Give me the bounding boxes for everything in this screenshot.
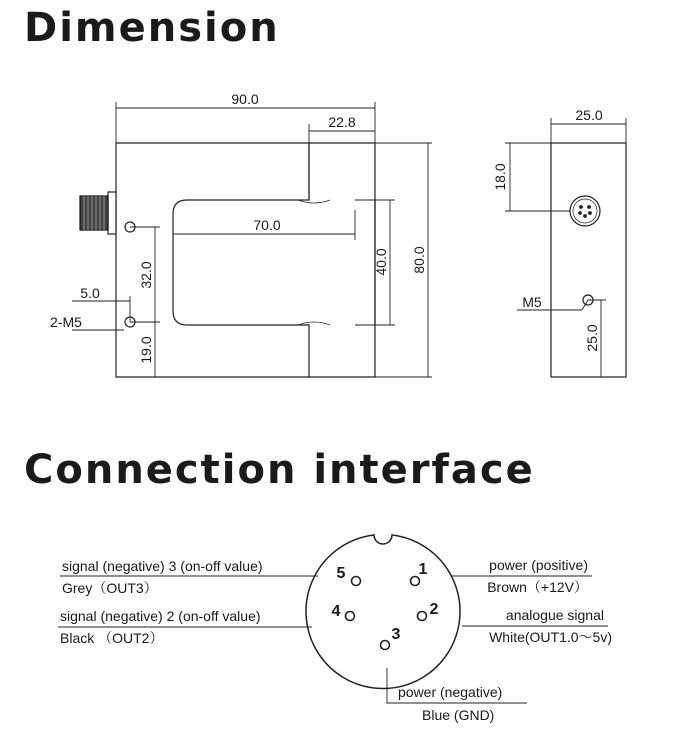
pin-4-number: 4	[331, 603, 341, 620]
dim-hole-offset: 5.0	[80, 285, 100, 301]
pin-1-wire: Brown（+12V）	[487, 579, 588, 595]
label-holes: 2-M5	[50, 314, 82, 330]
pin-2-description: analogue signal	[505, 607, 604, 623]
pin-3-description: power (negative)	[398, 684, 503, 700]
pin-3-socket	[381, 641, 390, 650]
pin-2-socket	[418, 612, 427, 621]
pin-1-description: power (positive)	[489, 557, 588, 573]
pin-2-wire: White(OUT1.0～5v)	[489, 629, 612, 645]
dimension-heading: Dimension	[24, 5, 280, 51]
pin-5-description: signal (negative) 3 (on-off value)	[62, 558, 263, 574]
dim-overall-width: 90.0	[231, 91, 259, 107]
dim-side-hole-height: 25.0	[584, 324, 600, 352]
dim-hole-spacing: 32.0	[138, 261, 154, 289]
pin-5-wire: Grey（OUT3）	[62, 580, 158, 596]
side-connector	[570, 196, 600, 226]
dim-slot-depth: 40.0	[373, 248, 389, 276]
pin-4-description: signal (negative) 2 (on-off value)	[60, 608, 261, 624]
pin-5-number: 5	[336, 565, 346, 582]
dim-hole-bottom: 19.0	[138, 336, 154, 364]
side-dimension-lines	[505, 118, 626, 377]
connector-plug	[80, 192, 116, 234]
pin-4-wire: Black （OUT2）	[60, 630, 164, 646]
pin-3-number: 3	[391, 626, 401, 643]
dim-slot-width: 70.0	[253, 217, 281, 233]
pin-4-socket	[346, 612, 355, 621]
dim-side-width: 25.0	[575, 107, 603, 123]
pin-2-number: 2	[429, 601, 439, 618]
pin-3-wire: Blue (GND)	[422, 707, 495, 723]
pin-1-number: 1	[418, 561, 428, 578]
front-view	[72, 102, 432, 377]
connection-interface-heading: Connection interface	[24, 447, 535, 493]
pin-5-socket	[352, 577, 361, 586]
side-view	[505, 118, 626, 377]
dim-arm-width: 22.8	[328, 114, 356, 130]
dim-overall-height: 80.0	[411, 246, 427, 274]
label-side-hole: M5	[522, 294, 542, 310]
dim-side-connector-height: 18.0	[492, 163, 508, 191]
